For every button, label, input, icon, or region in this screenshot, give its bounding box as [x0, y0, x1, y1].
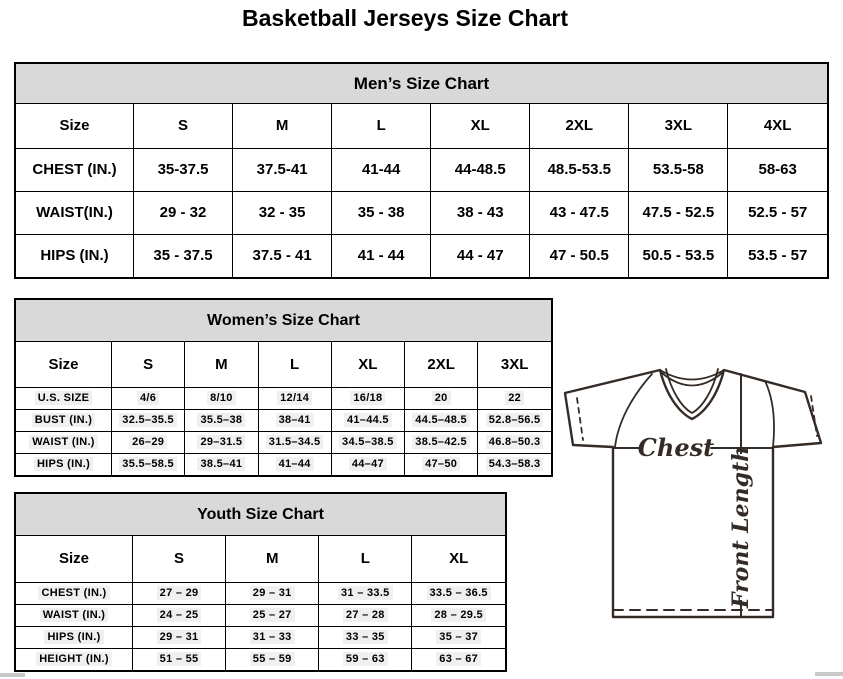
size-value: 37.5-41	[233, 148, 332, 191]
size-header-row	[16, 104, 827, 148]
size-value: 58-63	[728, 148, 827, 191]
jersey-measurement-diagram	[556, 362, 838, 628]
size-value: 28 – 29.5	[412, 604, 505, 626]
size-value: 52.8–56.5	[478, 409, 551, 431]
measurement-row	[16, 234, 827, 277]
womens-size-chart	[14, 298, 553, 477]
size-value: 29–31.5	[185, 431, 258, 453]
size-value: 38.5–41	[185, 453, 258, 475]
column-header: Size	[16, 342, 112, 387]
size-value: 34.5–38.5	[331, 431, 404, 453]
measurement-row	[16, 148, 827, 191]
column-header: 3XL	[478, 342, 551, 387]
measurement-row	[16, 431, 551, 453]
column-header: Size	[16, 104, 134, 148]
size-value: 29 – 31	[133, 626, 226, 648]
size-value: 46.8–50.3	[478, 431, 551, 453]
column-header: L	[319, 536, 412, 582]
column-header: XL	[331, 342, 404, 387]
column-header: 2XL	[405, 342, 478, 387]
size-value: 63 – 67	[412, 648, 505, 670]
size-value: 44.5–48.5	[405, 409, 478, 431]
row-label: WAIST (IN.)	[16, 604, 133, 626]
size-value: 33.5 – 36.5	[412, 582, 505, 604]
size-header-row	[16, 536, 505, 582]
row-label: HIPS (IN.)	[16, 453, 112, 475]
womens-size-table	[16, 342, 551, 475]
size-header-row	[16, 342, 551, 387]
chest-label: Chest	[637, 433, 715, 462]
column-header: Size	[16, 536, 133, 582]
size-value: 44 - 47	[431, 234, 530, 277]
size-value: 38 - 43	[431, 191, 530, 234]
measurement-row	[16, 387, 551, 409]
measurement-row	[16, 648, 505, 670]
size-value: 29 – 31	[226, 582, 319, 604]
size-value: 47.5 - 52.5	[629, 191, 728, 234]
size-value: 41–44.5	[331, 409, 404, 431]
size-value: 35.5–58.5	[112, 453, 185, 475]
size-value: 37.5 - 41	[233, 234, 332, 277]
mens-chart-title: Men’s Size Chart	[16, 64, 827, 104]
row-label: HEIGHT (IN.)	[16, 648, 133, 670]
size-value: 33 – 35	[319, 626, 412, 648]
size-value: 41 - 44	[332, 234, 431, 277]
size-value: 35 - 37.5	[134, 234, 233, 277]
size-value: 27 – 29	[133, 582, 226, 604]
size-value: 16/18	[331, 387, 404, 409]
size-value: 44–47	[331, 453, 404, 475]
column-header: XL	[431, 104, 530, 148]
size-value: 38–41	[258, 409, 331, 431]
size-value: 4/6	[112, 387, 185, 409]
front-length-label: Front Length	[728, 445, 754, 609]
size-value: 47–50	[405, 453, 478, 475]
size-value: 24 – 25	[133, 604, 226, 626]
size-value: 31 – 33.5	[319, 582, 412, 604]
size-value: 43 - 47.5	[530, 191, 629, 234]
row-label: HIPS (IN.)	[16, 234, 134, 277]
size-value: 41–44	[258, 453, 331, 475]
column-header: M	[233, 104, 332, 148]
size-value: 55 – 59	[226, 648, 319, 670]
size-value: 8/10	[185, 387, 258, 409]
row-label: WAIST (IN.)	[16, 431, 112, 453]
measurement-row	[16, 582, 505, 604]
size-value: 32.5–35.5	[112, 409, 185, 431]
size-value: 35-37.5	[134, 148, 233, 191]
size-value: 53.5 - 57	[728, 234, 827, 277]
measurement-row	[16, 626, 505, 648]
column-header: 2XL	[530, 104, 629, 148]
scrollbar-fragment-left[interactable]	[0, 673, 25, 677]
page-title: Basketball Jerseys Size Chart	[241, 5, 568, 31]
column-header: S	[112, 342, 185, 387]
size-value: 31 – 33	[226, 626, 319, 648]
row-label: U.S. SIZE	[16, 387, 112, 409]
mens-size-chart	[14, 62, 829, 279]
column-header: 3XL	[629, 104, 728, 148]
row-label: WAIST(IN.)	[16, 191, 134, 234]
column-header: L	[258, 342, 331, 387]
size-value: 54.3–58.3	[478, 453, 551, 475]
row-label: HIPS (IN.)	[16, 626, 133, 648]
size-value: 22	[478, 387, 551, 409]
youth-chart-title: Youth Size Chart	[16, 494, 505, 536]
column-header: 4XL	[728, 104, 827, 148]
youth-size-table	[16, 536, 505, 670]
mens-size-table	[16, 104, 827, 277]
size-value: 35 – 37	[412, 626, 505, 648]
row-label: CHEST (IN.)	[16, 148, 134, 191]
size-value: 44-48.5	[431, 148, 530, 191]
column-header: L	[332, 104, 431, 148]
size-value: 26–29	[112, 431, 185, 453]
size-value: 52.5 - 57	[728, 191, 827, 234]
measurement-row	[16, 191, 827, 234]
womens-chart-title: Women’s Size Chart	[16, 300, 551, 342]
size-value: 35.5–38	[185, 409, 258, 431]
size-value: 41-44	[332, 148, 431, 191]
size-value: 35 - 38	[332, 191, 431, 234]
size-value: 48.5-53.5	[530, 148, 629, 191]
measurement-row	[16, 453, 551, 475]
column-header: M	[226, 536, 319, 582]
scrollbar-fragment-right[interactable]	[815, 672, 843, 676]
size-value: 51 – 55	[133, 648, 226, 670]
column-header: M	[185, 342, 258, 387]
size-value: 27 – 28	[319, 604, 412, 626]
size-value: 50.5 - 53.5	[629, 234, 728, 277]
column-header: S	[134, 104, 233, 148]
column-header: XL	[412, 536, 505, 582]
size-value: 32 - 35	[233, 191, 332, 234]
size-value: 20	[405, 387, 478, 409]
size-value: 29 - 32	[134, 191, 233, 234]
size-value: 38.5–42.5	[405, 431, 478, 453]
youth-size-chart	[14, 492, 507, 672]
size-value: 25 – 27	[226, 604, 319, 626]
size-value: 59 – 63	[319, 648, 412, 670]
jersey-outline	[565, 370, 821, 617]
measurement-row	[16, 604, 505, 626]
row-label: BUST (IN.)	[16, 409, 112, 431]
column-header: S	[133, 536, 226, 582]
size-value: 12/14	[258, 387, 331, 409]
size-value: 31.5–34.5	[258, 431, 331, 453]
size-value: 53.5-58	[629, 148, 728, 191]
size-value: 47 - 50.5	[530, 234, 629, 277]
row-label: CHEST (IN.)	[16, 582, 133, 604]
measurement-row	[16, 409, 551, 431]
